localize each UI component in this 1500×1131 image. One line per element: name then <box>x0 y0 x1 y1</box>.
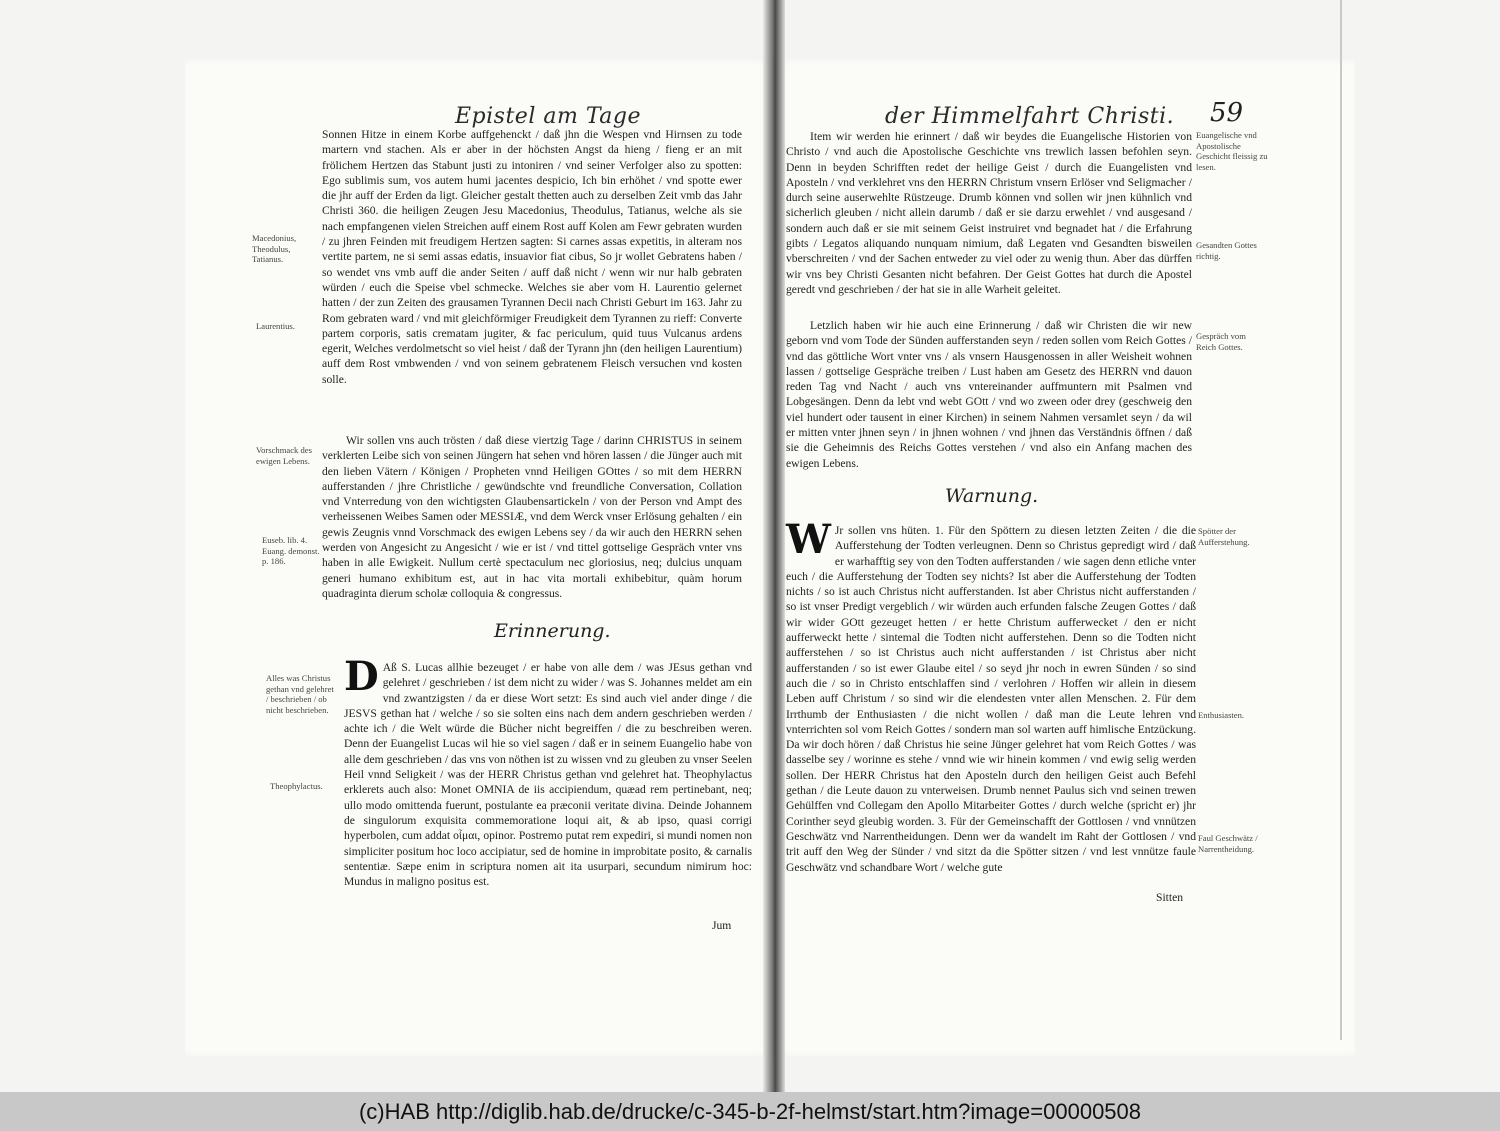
margin-note: Faul Geschwätz / Narrentheidung. <box>1198 833 1258 854</box>
left-body-text-1 <box>322 127 742 387</box>
paragraph: Item wir werden hie erinnert / daß wir beydes die Euangelische Historien von Christo / vnd auch die Apostolische Geschichte vns trewlich lassen befohlen seyn. Denn in beyden Schrifften redet der heilige Geist / durch die Euangelisten vnd Aposteln / vnd verklehret vns den HERRN Christum vnsern Erlöser vnd Seligmacher / durch seine auserwehlte Rüstzeuge. Drumb können vnd sollen wir jnen kühnlich vnd sicherlich gleuben / nicht allein darumb / daß er sie darzu erwehlet / vnd ausgesand / sondern auch daß er sie mit seinem Geist instruiret vnd begnadet hat / die Erfahrung gibts / Legatos aliquando nunquam nimium, daß Legaten vnd Gesandten bisweilen vberschreiten / vnd der Sachen entweder zu viel oder zu wenig thun. Aber das dürffen wir vns bey Christi Gesanten nicht befahren. Der Geist Gottes hat durch die Apostel geredt vnd geschrieben / der hat sie in alle Warheit geleitet. <box>786 130 1192 296</box>
right-running-head: der Himmelfahrt Christi. <box>885 104 1175 129</box>
left-catchword: Jum <box>712 919 732 932</box>
left-body-text-2 <box>322 433 742 601</box>
margin-note: Euangelische vnd Apostolische Geschicht fleissig zu lesen. <box>1196 130 1268 172</box>
right-catchword: Sitten <box>1156 891 1184 904</box>
margin-note: Gesandten Gottes richtig. <box>1196 240 1257 261</box>
margin-note: Macedonius, Theodulus, Tatianus. <box>252 233 297 264</box>
footer-url-text[interactable]: (c)HAB http://diglib.hab.de/drucke/c-345-b-2f-helmst/start.htm?image=00000508 <box>358 1098 1142 1124</box>
margin-note: Theophylactus. <box>270 781 323 791</box>
margin-note: Laurentius. <box>256 321 295 331</box>
page-number: 59 <box>1210 98 1244 128</box>
margin-note: Vorschmack des ewigen Lebens. <box>256 445 312 466</box>
right-body-text-1 <box>786 129 1192 297</box>
page-edge-line <box>1340 0 1342 1040</box>
margin-note: Alles was Christus gethan vnd gelehret / beschrieben / ob nicht beschrieben. <box>266 673 334 715</box>
paragraph: Wir sollen vns auch trösten / daß diese viertzig Tage / darinn CHRISTUS in seinem verklerten Leibe sich von seinen Jüngern hat sehen vnd hören lassen / die Jünger auch mit den lieben Vätern / Königen / Propheten vnnd Heiligen GOttes / so mit dem HERRN aufferstanden / jhre Christliche / gewündschte vnd freundliche Conversation, Collation vnd Vnterredung von den wichtigsten Glaubensartickeln / von der Person vnd Ampt des verheissenen Weibes Samen oder MESSIÆ, vnd dem Werck vnser Erlösung gehalten / ein gewis Zeugnis vnnd Vorschmack des ewigen Lebens sey / da wir auch den HERRN sehen werden von Angesicht zu Angesicht / wie er ist / vnd tittel gottselige Gespräch vnter vns haben in alle Ewigkeit. Nullum certè spectaculum nec gloriosius, neq; dulcius unquam generi humano exhibitum est, aut in hac vita mortali exhibebitur, quàm horum quadraginta dierum scholæ colloquia & congressus. <box>322 434 742 600</box>
left-running-head: Epistel am Tage <box>455 104 642 129</box>
margin-note: Gespräch vom Reich Gottes. <box>1196 331 1246 352</box>
drop-cap: W <box>786 516 831 563</box>
drop-cap: D <box>344 653 379 700</box>
paragraph: Jr sollen vns hüten. 1. Für den Spöttern zu diesen letzten Zeiten / die die Aufferstehung der Todten verleugnen. Denn so Christus gepredigt wird / daß er warhafftig sey von den Todten aufferstanden / wie sagen denn etliche vnter euch / die Aufferstehung der Todten sey nichts? Ist aber die Aufferstehung der Todten nichts / so ist auch Christus nicht aufferstanden. Ist aber Christus nicht aufferstanden / so ist vnser Predigt vergeblich / wir würden auch erfunden falsche Zeugen Gottes / daß wir wider GOtt gezeuget hetten / er hette Christum aufferwecket / den er nicht aufferweckt hette / sintemal die Todten nicht aufferstehen. Denn so die Todten nicht aufferstehen / so ist Christus auch nicht aufferstanden / ist Christus aber nicht aufferstanden / so ist ewer Glaube eitel / so seyd jhr noch in ewren Sünden / so sind auch die / so in Christo entschlaffen sind / verlohren / Hoffen wir allein in diesem Leben auff Christum / so sind wir die elendesten vnter allen Menschen. 2. Für dem Irrthumb der Enthusiasten / die nicht wollen / daß man die Leute lehren vnd vnterrichten sol vom Reich Gottes / sondern man sol warten auff himlische Entzückung. Da wir doch hören / daß Christus hie seine Jünger gelehret hat vom Reich Gottes / was dasselbe sey / worinne es stehe / vnnd wie wir hinein kommen / vnd ewig selig werden sollen. Der HERR Christus hat den Aposteln durch den heiligen Geist auch Befehl gethan / die Leute dauon zu vnterweisen. Drumb nennet Paulus sich vnd seinen trewen Gehülffen vnd Collegam den Apollo Mitarbeiter Gottes / durch welche (spricht er) jhr Corinther seyd gleubig worden. 3. Für der Gemeinschafft der Gottlosen / vnd vnnützen Geschwätz vnd Narrentheidungen. Denn wer da wandelt im Raht der Gottlosen / vnd trit auff den Weg der Sünder / vnd sitzt da die Spötter sitzen / vnd lest vnnütze faule Geschwätz vnd schandbare Wort / welche gute <box>786 524 1196 874</box>
right-body-text-3 <box>786 516 1196 875</box>
copyright-footer <box>0 1092 1500 1131</box>
left-body-text-3 <box>344 653 752 889</box>
paragraph: Letzlich haben wir hie auch eine Erinnerung / daß wir Christen die wir new geborn vnd vom Tode der Sünden aufferstanden seyn / reden sollen vom Reich Gottes / vnd das göttliche Wort vnter vns / als vnsern Hausgenossen in aller Weisheit wohnen lassen / gottselige Gespräche treiben / Lust haben am Gesetz des HERRN vnd dauon reden Tag vnd Nacht / auch vns vntereinander auffmuntern mit Psalmen vnd Lobgesängen. Denn da lebt vnd webt GOtt / vnd wo zween oder drey (geschweig den viel hundert oder tausent in einer Kirchen) in seinem Nahmen versamlet seyn / da wil er mitten vnter jhnen seyn / in jhnen wohnen / vnd jhnen das Verständnis öffnen / daß sie die Geheimnis des Reichs Gottes verstehen / vnd also ein Anfang machen des ewigen Lebens. <box>786 319 1192 470</box>
margin-note: Spötter der Aufferstehung. <box>1198 526 1250 547</box>
left-section-heading: Erinnerung. <box>494 620 611 642</box>
book-gutter <box>763 0 785 1092</box>
paragraph: Aß S. Lucas allhie bezeuget / er habe von alle dem / was JEsus gethan vnd gelehret / geschrieben / ist dem nicht zu wider / was S. Johannes meldet am ein vnd zwantzigsten / da er diese Wort setzt: Es sind auch viel ander dinge / die JESVS gethan hat / welche / so sie solten eins nach dem andern geschrieben werden / achte ich / die Welt würde die Bücher nicht begreiffen / die zu beschreiben weren. Denn der Euangelist Lucas wil hie so viel sagen / daß er in seinem Euangelio habe von alle dem geschrieben / das vns von nöthen ist zu wissen vnd zu gleuben zu vnser Seelen Heil vnnd Seligkeit / was der HERR Christus gethan vnd gelehret hat. Theophylactus erklerets auch also: Monet OMNIA de iis accipiendum, quæad rem pertinebant, neq; ullo modo omittenda fuerunt, postulante ea præconii veritate divina. Deinde Johannem de singulorum exquisita commemoratione loqui ait, & ab ipso, quasi corrigi hyperbolen, cum addat οἶμαι, opinor. Postremo putat rem expediri, si mundi nomen non simpliciter positum hoc loco accipiatur, sed de homine in improbitate posito, & carnalis sententiæ. Sæpe enim in scriptura nomen ait ita usurpari, secundum nimirum hoc: Mundus in maligno positus est. <box>344 661 752 889</box>
right-section-heading: Warnung. <box>945 485 1039 507</box>
right-body-text-2 <box>786 318 1192 471</box>
paragraph: Sonnen Hitze in einem Korbe auffgehenckt / daß jhn die Wespen vnd Hirnsen zu tode martern vnd stachen. Als er aber in der höchsten Angst da hieng / fieng er an mit frölichem Hertzen das Stabunt justi zu intoniren / vnd seiner Verfolger also zu spotten: Ego sublimis sum, vos autem humi jacentes despicio, Ich bin erhöhet / vnd spotte ewer die jhr auff der Erden da ligt. Gleicher gestalt thetten auch zu derselben Zeit vmb das Jahr Christi 360. die heiligen Zeugen Jesu Macedonius, Theodulus, Tatianus, welche als sie nach empfangenen vielen Streichen auff einem Rost auff Kolen am Fewr gebraten wurden / zu jhren Feinden mit freudigem Hertzen sagten: Si carnes assas expetitis, in alteram nos vertite partem, ne si semi assas edatis, insuavior fiat cibus, So jr wollet Gebratens haben / so wendet vns vmb auff die ander Seiten / auff daß nicht / wenn wir nur halb gebraten würden / euch die Speise vbel schmecke. Welches sie aber vom H. Laurentio gelernet hatten / der zun Zeiten des grausamen Tyrannen Decii nach Christi Geburt im 163. Jahr zu Rom gebraten ward / vnd mit gleichförmiger Freudigkeit dem Tyrannen zu rieff: Converte partem corporis, satis crematam jugiter, & fac periculum, quid tuus Vulcanus ardens egerit, Welches verdolmetscht so viel heist / daß der Tyrann jhn (den heiligen Laurentium) auff dem Rost vmbwenden / vnd von seinem gebratenem Fleisch versuchen vnd kosten solle. <box>322 128 742 386</box>
margin-note: Euseb. lib. 4. Euang. demonst. p. 186. <box>262 535 320 566</box>
margin-note: Enthusiasten. <box>1198 710 1245 720</box>
